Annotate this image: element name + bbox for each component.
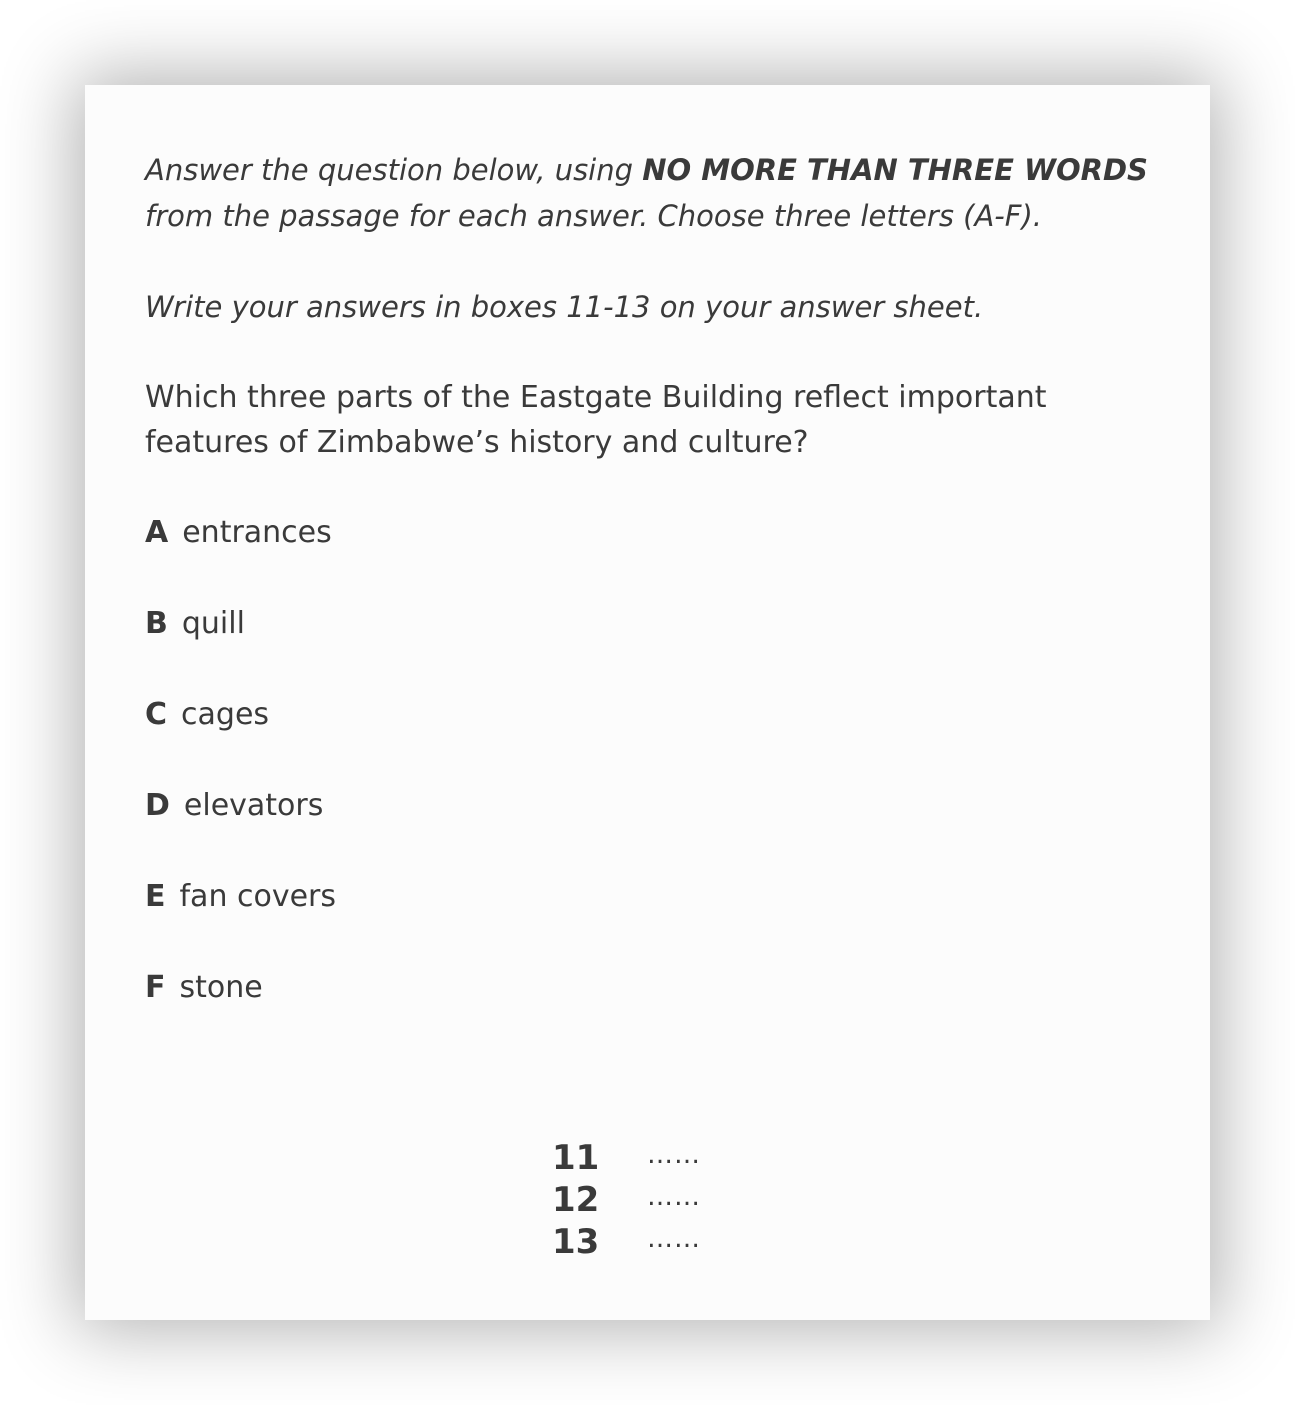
answer-number: 12 — [552, 1180, 600, 1220]
option-letter: A — [145, 515, 169, 550]
option-text: elevators — [183, 788, 324, 823]
option-c — [145, 692, 336, 783]
question-line-2: features of Zimbabwe’s history and culture? — [145, 425, 809, 460]
option-letter: D — [145, 788, 170, 823]
option-text: quill — [181, 606, 245, 641]
instructions — [145, 147, 1148, 239]
question-card — [85, 85, 1210, 1320]
instructions-text: Answer the question below, using — [145, 153, 643, 187]
option-text: cages — [181, 697, 270, 732]
answer-number: 11 — [552, 1138, 600, 1178]
answer-row-13 — [552, 1221, 701, 1263]
question-line-1: Which three parts of the Eastgate Building reflect important — [145, 380, 1047, 415]
answer-number: 13 — [552, 1222, 600, 1262]
option-f — [145, 965, 336, 1056]
options-list — [145, 510, 336, 1056]
option-letter: B — [145, 606, 168, 641]
option-b — [145, 601, 336, 692]
answer-sheet-instruction: Write your answers in boxes 11-13 on your answer sheet. — [145, 290, 984, 324]
option-e — [145, 874, 336, 965]
answer-blank[interactable]: …… — [647, 1224, 701, 1254]
answer-blank[interactable]: …… — [647, 1140, 701, 1170]
word-limit: NO MORE THAN THREE WORDS — [642, 153, 1148, 187]
option-a — [145, 510, 336, 601]
option-letter: E — [145, 879, 166, 914]
question-text — [145, 375, 1047, 465]
answer-row-11 — [552, 1137, 701, 1179]
option-d — [145, 783, 336, 874]
option-text: fan covers — [179, 879, 337, 914]
instructions-text-2: from the passage for each answer. Choose three letters (A-F). — [145, 199, 1042, 233]
answer-row-12 — [552, 1179, 701, 1221]
answer-boxes — [552, 1137, 701, 1263]
option-text: entrances — [182, 515, 332, 550]
option-letter: F — [145, 970, 166, 1005]
option-text: stone — [179, 970, 263, 1005]
answer-blank[interactable]: …… — [647, 1182, 701, 1212]
option-letter: C — [145, 697, 168, 732]
